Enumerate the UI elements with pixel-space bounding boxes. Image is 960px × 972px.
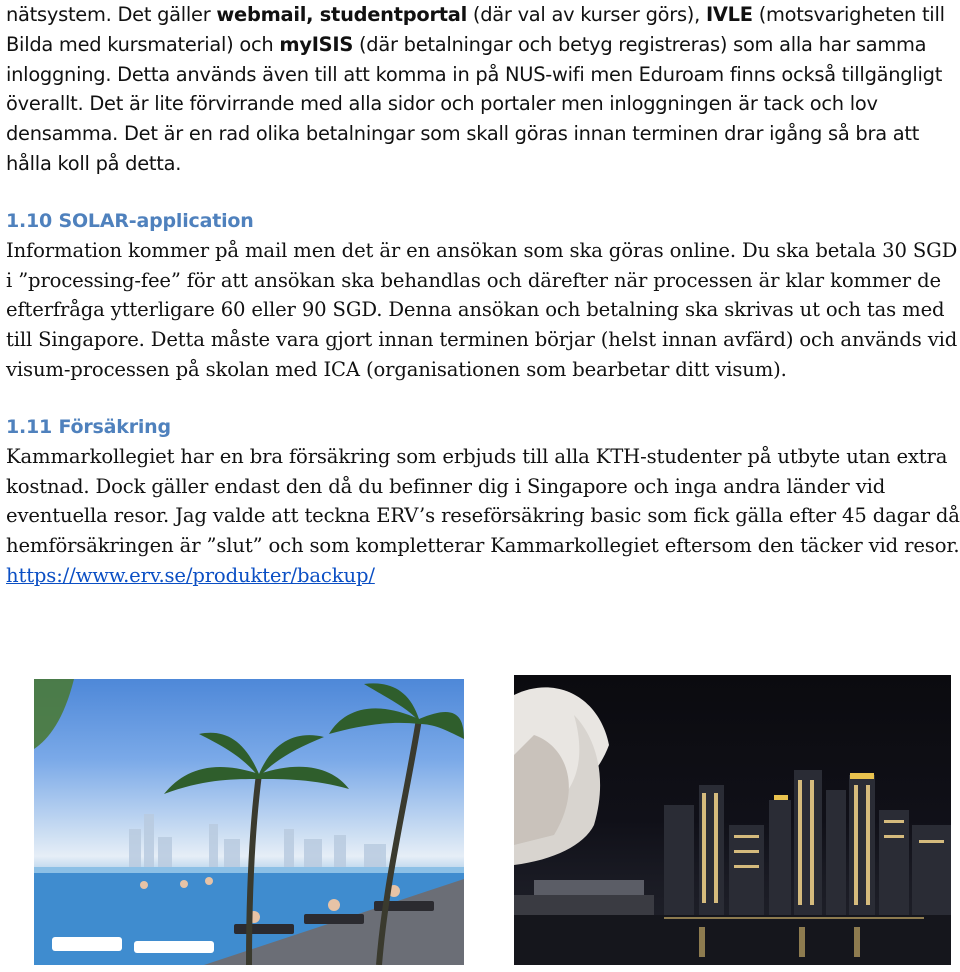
intro-text-4: (där betalningar och betyg registreras) som alla har samma inloggning. Detta används även till att komma in på NUS-wifi men Eduroam finns också tillgängligt överallt. Det är lite förvirrande med alla sidor och portaler men inloggningen är tack och lov densamma. Det är en rad olika betalningar som skall göras innan terminen drar igång så bra att hålla koll på detta. xyxy=(6,32,943,175)
skyline-scene-graphic xyxy=(514,675,951,965)
section-heading-insurance: 1.11 Försäkring xyxy=(6,415,171,438)
section-heading-solar: 1.10 SOLAR-application xyxy=(6,209,254,232)
solar-paragraph: Information kommer på mail men det är en ansökan som ska göras online. Du ska betala 30 SGD i ”processing-fee” för att ansökan ska behandlas och därefter när processen är klar kommer de efterfråga ytterligare 60 eller 90 SGD. Denna ansökan och betalning ska skrivas ut och tas med till Singapore. Detta måste vara gjort innan terminen börjar (helst innan avfärd) och används vid visum-processen på skolan med ICA (organisationen som bearbetar ditt visum). xyxy=(6,238,958,381)
insurance-text: Kammarkollegiet har en bra försäkring som erbjuds till alla KTH-studenter på utbyte utan extra kostnad. Dock gäller endast den då du befinner dig i Singapore och inga andra länder vid eventuella resor. Jag valde att teckna ERV’s reseförsäkring basic som fick gälla efter 45 dagar då hemförsäkringen är ”slut” och som kompletterar Kammarkollegiet eftersom den täcker vid resor. xyxy=(6,444,960,558)
intro-bold-webmail: webmail, studentportal xyxy=(216,3,468,26)
intro-bold-ivle: IVLE xyxy=(705,3,753,26)
document-page xyxy=(6,0,960,591)
insurance-paragraph xyxy=(6,442,960,591)
infinity-pool-photo xyxy=(34,679,464,965)
intro-text-1: nätsystem. Det gäller xyxy=(6,3,217,26)
pool-scene-graphic xyxy=(34,679,464,965)
erv-link[interactable]: https://www.erv.se/produkter/backup/ xyxy=(6,563,375,587)
intro-text-3: (motsvarigheten till Bilda med kursmaterial) och xyxy=(6,3,945,56)
intro-paragraph xyxy=(6,0,960,179)
night-skyline-photo xyxy=(514,675,951,965)
intro-text-2: (där val av kurser görs), xyxy=(467,3,706,26)
intro-bold-myisis: myISIS xyxy=(279,32,354,56)
